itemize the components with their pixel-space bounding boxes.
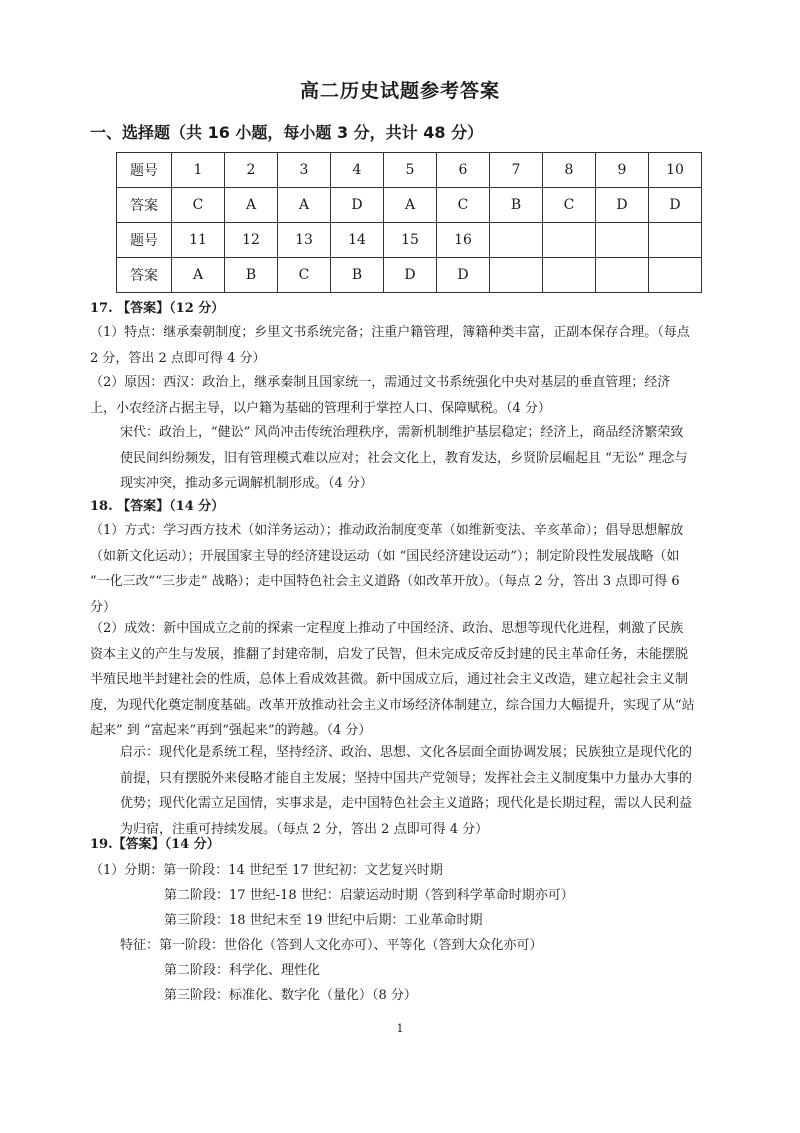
q19-heading: 19.【答案】（14 分）: [90, 837, 220, 852]
table-cell: 答案: [117, 258, 172, 293]
table-cell: [596, 258, 649, 293]
table-cell: D: [384, 258, 437, 293]
q18-heading: 18. 【答案】（14 分）: [90, 499, 225, 514]
table-cell: C: [543, 188, 596, 223]
table-cell: D: [331, 188, 384, 223]
table-cell: 13: [278, 223, 331, 258]
table-cell: 3: [278, 153, 331, 188]
table-cell: 6: [437, 153, 490, 188]
table-cell: [543, 258, 596, 293]
table-cell: A: [172, 258, 225, 293]
table-cell: B: [490, 188, 543, 223]
table-cell: 16: [437, 223, 490, 258]
table-cell: 10: [649, 153, 702, 188]
table-cell: D: [437, 258, 490, 293]
page-title: 高二历史试题参考答案: [299, 80, 500, 102]
table-cell: A: [278, 188, 331, 223]
table-cell: D: [649, 188, 702, 223]
table-cell: [649, 223, 702, 258]
table-row: [117, 188, 702, 223]
table-cell: A: [225, 188, 278, 223]
q17-answer-1: （1）特点：继承秦朝制度；乡里文书系统完备；注重户籍管理，簿籍种类丰富，正副本保存合理。（每点 2 分，答出 2 点即可得 4 分）: [90, 325, 690, 366]
q19-line-3: 第三阶段：18 世纪末至 19 世纪中后期：工业革命时期: [164, 913, 483, 928]
q18-enlightenment: 启示：现代化是系统工程，坚持经济、政治、思想、文化各层面全面协调发展；民族独立是现代化的前提，只有摆脱外来侵略才能自主发展；坚持中国共产党领导；发挥社会主义制度集中力量办大事的优势；现代化需立足国情，实事求是，走中国特色社会主义道路；现代化是长期过程，需以人民利益为归宿，注重可持续发展。（每点 2 分，答出 2 点即可得 4 分）: [120, 745, 693, 837]
table-cell: B: [331, 258, 384, 293]
answer-table: [116, 152, 702, 293]
q18-answer-1: （1）方式：学习西方技术（如洋务运动）；推动政治制度变革（如维新变法、辛亥革命）；倡导思想解放（如新文化运动）；开展国家主导的经济建设运动（如 “国民经济建设运动”）；制定阶段性发展战略（如 “一化三改”“三步走” 战略）；走中国特色社会主义道路（如改革开放）。（每点 2 分，答出 3 点即可得 6 分）: [90, 523, 684, 615]
table-cell: 8: [543, 153, 596, 188]
table-cell: 7: [490, 153, 543, 188]
q18-answer-2: （2）成效：新中国成立之前的探索一定程度上推动了中国经济、政治、思想等现代化进程，刺激了民族资本主义的产生与发展，推翻了封建帝制，启发了民智，但未完成反帝反封建的民主革命任务，未能摆脱半殖民地半封建社会的性质，总体上看成效甚微。新中国成立后，通过社会主义改造，建立起社会主义制度，为现代化奠定制度基础。改革开放推动社会主义市场经济体制建立，综合国力大幅提升，实现了从“站起来” 到 “富起来”再到“强起来”的跨越。（4 分）: [90, 621, 695, 738]
table-cell: C: [437, 188, 490, 223]
table-cell: 题号: [117, 153, 172, 188]
table-cell: 5: [384, 153, 437, 188]
table-cell: A: [384, 188, 437, 223]
table-row: [117, 153, 702, 188]
table-cell: [490, 258, 543, 293]
page-number: 1: [396, 1022, 404, 1035]
q19-line-4: 特征：第一阶段：世俗化（答到人文化亦可）、平等化（答到大众化亦可）: [120, 938, 543, 953]
table-cell: [649, 258, 702, 293]
q19-line-1: （1）分期：第一阶段：14 世纪至 17 世纪初：文艺复兴时期: [90, 863, 443, 878]
table-cell: C: [278, 258, 331, 293]
table-cell: B: [225, 258, 278, 293]
q19-line-2: 第二阶段：17 世纪-18 世纪：启蒙运动时期（答到科学革命时期亦可）: [164, 888, 574, 903]
q17-answer-2: （2）原因：西汉：政治上，继承秦制且国家统一，需通过文书系统强化中央对基层的垂直管理；经济上，小农经济占据主导，以户籍为基础的管理利于掌控人口、保障赋税。（4 分）: [90, 375, 671, 416]
table-cell: 题号: [117, 223, 172, 258]
q17-answer-2-song: 宋代：政治上，“健讼” 风尚冲击传统治理秩序，需新机制维护基层稳定；经济上，商品经济繁荣致使民间纠纷频发，旧有管理模式难以应对；社会文化上，教育发达，乡贤阶层崛起且 “无讼” 理念与现实冲突，推动多元调解机制形成。（4 分）: [120, 425, 688, 491]
q17-heading: 17. 【答案】（12 分）: [90, 301, 225, 316]
table-cell: 4: [331, 153, 384, 188]
table-cell: 11: [172, 223, 225, 258]
table-cell: 答案: [117, 188, 172, 223]
section-heading-choice: 一、选择题（共 16 小题，每小题 3 分，共计 48 分）: [90, 123, 484, 142]
table-cell: C: [172, 188, 225, 223]
table-cell: [543, 223, 596, 258]
table-cell: [596, 223, 649, 258]
q19-line-6: 第三阶段：标准化、数字化（量化）（8 分）: [164, 988, 417, 1003]
table-cell: [490, 223, 543, 258]
table-row: [117, 223, 702, 258]
table-row: [117, 258, 702, 293]
table-cell: 15: [384, 223, 437, 258]
table-cell: 1: [172, 153, 225, 188]
table-cell: 14: [331, 223, 384, 258]
table-cell: 12: [225, 223, 278, 258]
q19-line-5: 第二阶段：科学化、理性化: [164, 963, 321, 978]
table-cell: 9: [596, 153, 649, 188]
table-cell: 2: [225, 153, 278, 188]
table-cell: D: [596, 188, 649, 223]
